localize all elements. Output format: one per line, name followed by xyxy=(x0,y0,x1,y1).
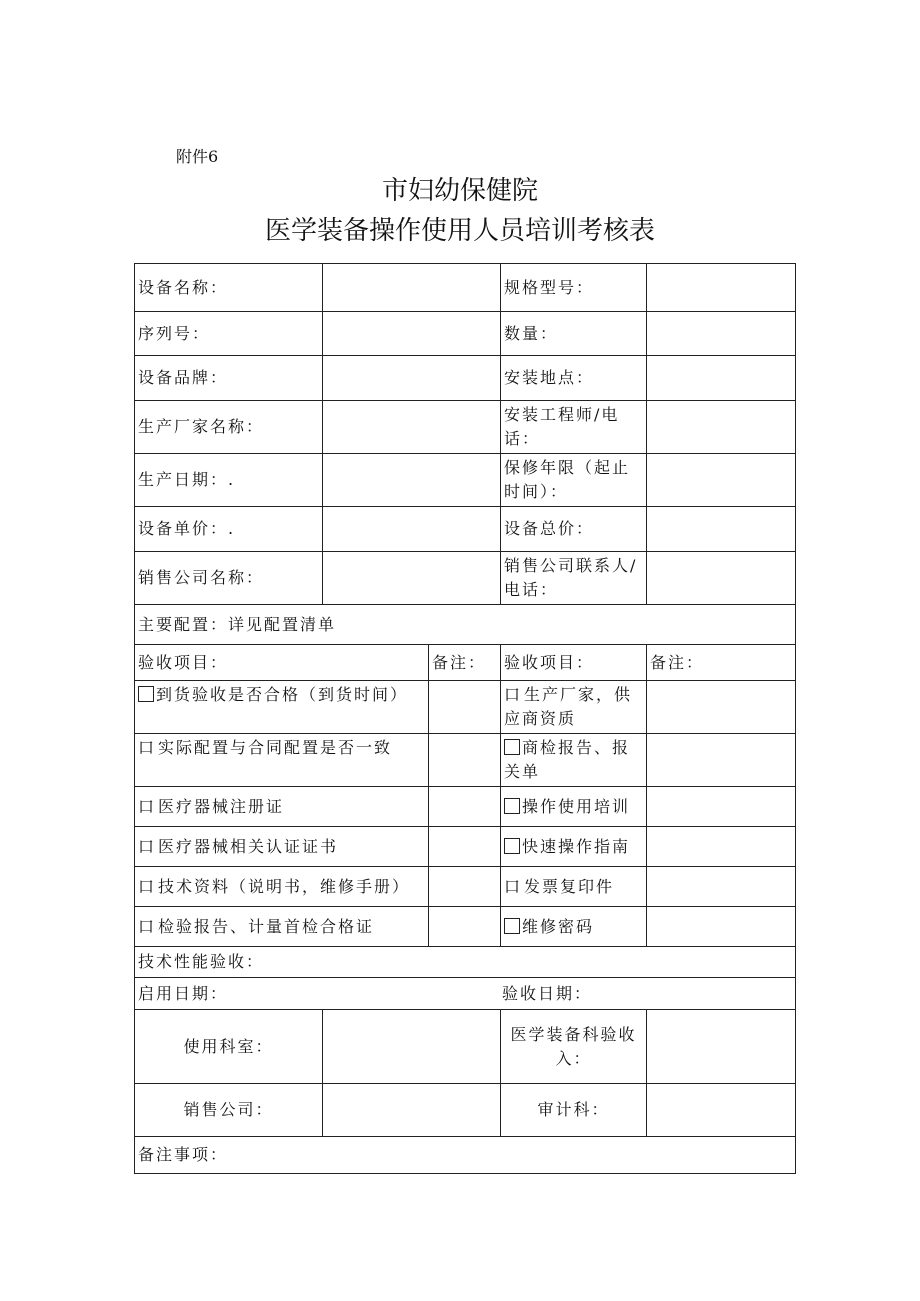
unit-price-value xyxy=(323,507,501,552)
device-name-label: 设备名称： xyxy=(135,264,323,312)
acceptance-remark xyxy=(647,867,796,907)
table-row xyxy=(135,907,796,947)
acceptance-remark xyxy=(429,867,501,907)
sales-company-signature xyxy=(323,1084,501,1137)
acceptance-item: 口 生产厂家，供应商资质 xyxy=(501,681,647,734)
sales-company-value xyxy=(323,552,501,605)
audit-dept-label: 审计科： xyxy=(501,1084,647,1137)
sales-contact-label: 销售公司联系人/电话： xyxy=(501,552,647,605)
spec-model-value xyxy=(647,264,796,312)
acceptance-item: 操作使用培训 xyxy=(501,787,647,827)
remark-header-right: 备注： xyxy=(647,645,796,681)
tech-performance: 技术性能验收： xyxy=(135,947,796,978)
table-row xyxy=(135,507,796,552)
acceptance-remark xyxy=(647,787,796,827)
page-title-hospital: 市妇幼保健院 xyxy=(381,176,538,206)
table-row xyxy=(135,605,796,645)
equipment-dept-signature xyxy=(647,1010,796,1084)
training-assessment-table xyxy=(134,263,796,1174)
manufacturer-label: 生产厂家名称： xyxy=(135,401,323,454)
acceptance-remark xyxy=(429,787,501,827)
table-row xyxy=(135,401,796,454)
spec-model-label: 规格型号： xyxy=(501,264,647,312)
acceptance-item: 商检报告、报关单 xyxy=(501,734,647,787)
sales-company-label: 销售公司名称： xyxy=(135,552,323,605)
acceptance-item: 快速操作指南 xyxy=(501,827,647,867)
table-row xyxy=(135,947,796,978)
install-engineer-label: 安装工程师/电话： xyxy=(501,401,647,454)
acceptance-item: 口 发票复印件 xyxy=(501,867,647,907)
table-row xyxy=(135,827,796,867)
acceptance-date-label: 验收日期： xyxy=(501,983,592,1003)
acceptance-item-header-left: 验收项目： xyxy=(135,645,429,681)
table-row xyxy=(135,552,796,605)
production-date-label: 生产日期：. xyxy=(135,454,323,507)
table-row xyxy=(135,1084,796,1137)
unit-price-label: 设备单价：. xyxy=(135,507,323,552)
acceptance-item: 口 技术资料（说明书，维修手册） xyxy=(135,867,429,907)
device-name-value xyxy=(323,264,501,312)
install-location-value xyxy=(647,356,796,401)
serial-no-label: 序列号： xyxy=(135,312,323,356)
table-row xyxy=(135,867,796,907)
acceptance-remark xyxy=(647,907,796,947)
dates-row xyxy=(135,978,796,1010)
checkbox-glyph[interactable]: 口 xyxy=(138,738,155,757)
table-row xyxy=(135,681,796,734)
main-config: 主要配置：详见配置清单 xyxy=(135,605,796,645)
install-location-label: 安装地点： xyxy=(501,356,647,401)
acceptance-remark xyxy=(429,907,501,947)
table-row xyxy=(135,264,796,312)
sales-contact-value xyxy=(647,552,796,605)
table-row xyxy=(135,1137,796,1174)
acceptance-item: 口 检验报告、计量首检合格证 xyxy=(135,907,429,947)
serial-no-value xyxy=(323,312,501,356)
acceptance-item: 口 医疗器械相关认证证书 xyxy=(135,827,429,867)
acceptance-remark xyxy=(429,734,501,787)
acceptance-remark xyxy=(429,827,501,867)
checkbox-icon[interactable] xyxy=(504,798,520,814)
remark-header-left: 备注： xyxy=(429,645,501,681)
checkbox-icon[interactable] xyxy=(504,739,520,755)
quantity-value xyxy=(647,312,796,356)
checkbox-glyph[interactable]: 口 xyxy=(138,836,155,856)
acceptance-item: 维修密码 xyxy=(501,907,647,947)
acceptance-item: 口 医疗器械注册证 xyxy=(135,787,429,827)
checkbox-icon[interactable] xyxy=(504,918,520,934)
table-row xyxy=(135,1010,796,1084)
table-row xyxy=(135,312,796,356)
acceptance-item: 到货验收是否合格（到货时间） xyxy=(135,681,429,734)
checkbox-glyph[interactable]: 口 xyxy=(138,876,155,896)
table-row xyxy=(135,978,796,1010)
install-engineer-value xyxy=(647,401,796,454)
page-title-form: 医学装备操作使用人员培训考核表 xyxy=(264,216,655,246)
total-price-value xyxy=(647,507,796,552)
acceptance-item: 口 实际配置与合同配置是否一致 xyxy=(135,734,429,787)
checkbox-icon[interactable] xyxy=(138,686,154,702)
notes: 备注事项： xyxy=(135,1137,796,1174)
brand-label: 设备品牌： xyxy=(135,356,323,401)
acceptance-remark xyxy=(647,827,796,867)
manufacturer-value xyxy=(323,401,501,454)
table-row xyxy=(135,356,796,401)
total-price-label: 设备总价： xyxy=(501,507,647,552)
using-dept-label: 使用科室： xyxy=(135,1010,323,1084)
table-row xyxy=(135,787,796,827)
start-date-label: 启用日期： xyxy=(138,983,229,1003)
acceptance-remark xyxy=(647,734,796,787)
equipment-dept-label: 医学装备科验收入： xyxy=(501,1010,647,1084)
table-row xyxy=(135,734,796,787)
table-row xyxy=(135,454,796,507)
checkbox-glyph[interactable]: 口 xyxy=(138,796,155,816)
checkbox-icon[interactable] xyxy=(504,838,520,854)
quantity-label: 数量： xyxy=(501,312,647,356)
checkbox-glyph[interactable]: 口 xyxy=(138,916,155,936)
warranty-value xyxy=(647,454,796,507)
sales-company-sign-label: 销售公司： xyxy=(135,1084,323,1137)
using-dept-signature xyxy=(323,1010,501,1084)
brand-value xyxy=(323,356,501,401)
warranty-label: 保修年限（起止时间）： xyxy=(501,454,647,507)
acceptance-item-header-right: 验收项目： xyxy=(501,645,647,681)
checkbox-glyph[interactable]: 口 xyxy=(504,876,521,896)
acceptance-remark xyxy=(647,681,796,734)
attachment-label: 附件6 xyxy=(176,147,219,166)
acceptance-remark xyxy=(429,681,501,734)
table-row xyxy=(135,645,796,681)
production-date-value xyxy=(323,454,501,507)
audit-dept-signature xyxy=(647,1084,796,1137)
checkbox-glyph[interactable]: 口 xyxy=(504,685,521,704)
